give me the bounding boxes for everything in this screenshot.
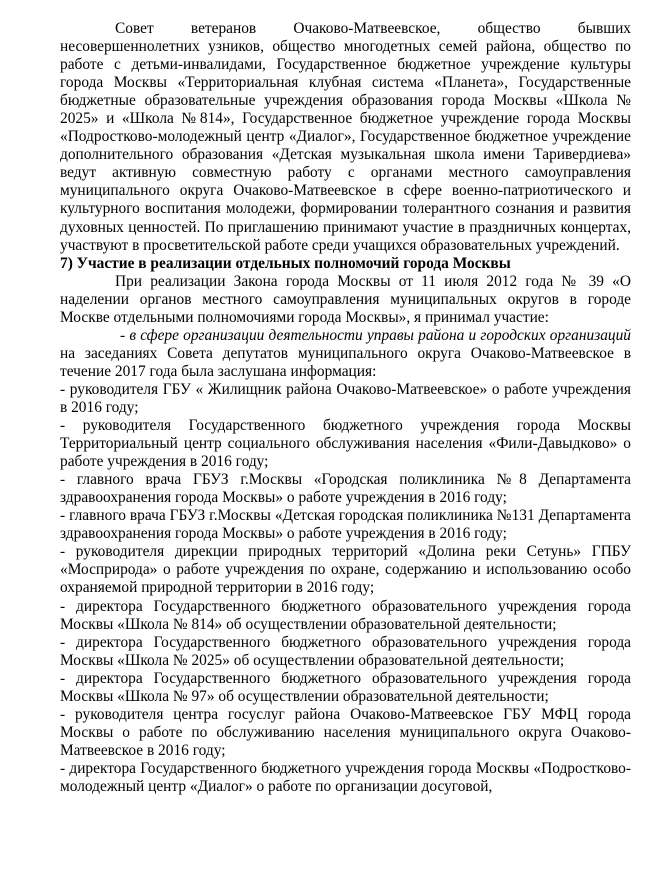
list-item: - главного врача ГБУЗ г.Москвы «Городская поликлиника №8 Департамента здравоохранения города Москвы» о работе учреждения в 2016 году; [60,471,631,507]
sphere-prefix: - [120,326,130,344]
list-item: - руководителя Государственного бюджетного учреждения города Москвы Территориальный центр социального обслуживания населения «Фили-Давыдково» о работе учреждения в 2016 году; [60,417,631,471]
list-item: - руководителя ГБУ « Жилищник района Очаково-Матвеевское» о работе учреждения в 2016 году; [60,380,631,416]
list-item: - директора Государственного бюджетного учреждения города Москвы «Подростково-молодежный центр «Диалог» о работе по организации досуговой, [60,759,631,795]
list-item: - главного врача ГБУЗ г.Москвы «Детская городская поликлиника №131 Департамента здравоохранения города Москвы» о работе учреждения в 2016 году; [60,507,631,543]
intro-paragraph: Совет ветеранов Очаково-Матвеевское, общество бывших несовершеннолетних узников, общество многодетных семей района, общество по работе с детьми-инвалидами, Государственное бюджетное учреждение культуры города Москвы «Территориальная клубная система «Планета», Государственные бюджетные образовательные учреждения образования города Москвы «Школа № 2025» и «Школа №814», Государственное бюджетное учреждение города Москвы «Подростково-молодежный центр «Диалог», Государственное бюджетное учреждение дополнительного образования «Детская музыкальная школа имени Таривердиева» ведут активную совместную работу с органами местного самоуправления муниципального округа Очаково-Матвеевское в сфере военно-патриотического и культурного воспитания молодежи, формировании толерантного сознания и развития духовных ценностей. По приглашению принимают участие в праздничных концертах, участвуют в просветительской работе среди учащихся образовательных учреждений. [60,20,631,254]
section-heading: 7) Участие в реализации отдельных полномочий города Москвы [60,254,511,272]
law-paragraph: При реализации Закона города Москвы от 11 июля 2012 года № 39 «О наделении органов местного самоуправления муниципальных округов в городе Москве отдельными полномочиями города Москвы», я принимал участие: [60,272,631,326]
sphere-rest: на заседаниях Совета депутатов муниципального округа Очаково-Матвеевское в течение 2017 года была заслушана информация: [60,344,631,380]
list-item: - директора Государственного бюджетного образовательного учреждения города Москвы «Школа № 97» об осуществлении образовательной деятельности; [60,669,631,705]
list-item: - руководителя дирекции природных территорий «Долина реки Сетунь» ГПБУ «Мосприрода» о работе учреждения по охране, содержанию и использованию особо охраняемой природной территории в 2016 году; [60,543,631,597]
list-item: - руководителя центра госуслуг района Очаково-Матвеевское ГБУ МФЦ города Москвы о работе по обслуживанию населения муниципального округа Очаково-Матвеевское в 2016 году; [60,705,631,759]
list-item: - директора Государственного бюджетного образовательного учреждения города Москвы «Школа № 814» об осуществлении образовательной деятельности; [60,597,631,633]
sphere-paragraph [60,327,631,381]
sphere-italic: в сфере организации деятельности управы района и городских организаций [129,326,631,344]
list-item: - директора Государственного бюджетного образовательного учреждения города Москвы «Школа № 2025» об осуществлении образовательной деятельности; [60,633,631,669]
